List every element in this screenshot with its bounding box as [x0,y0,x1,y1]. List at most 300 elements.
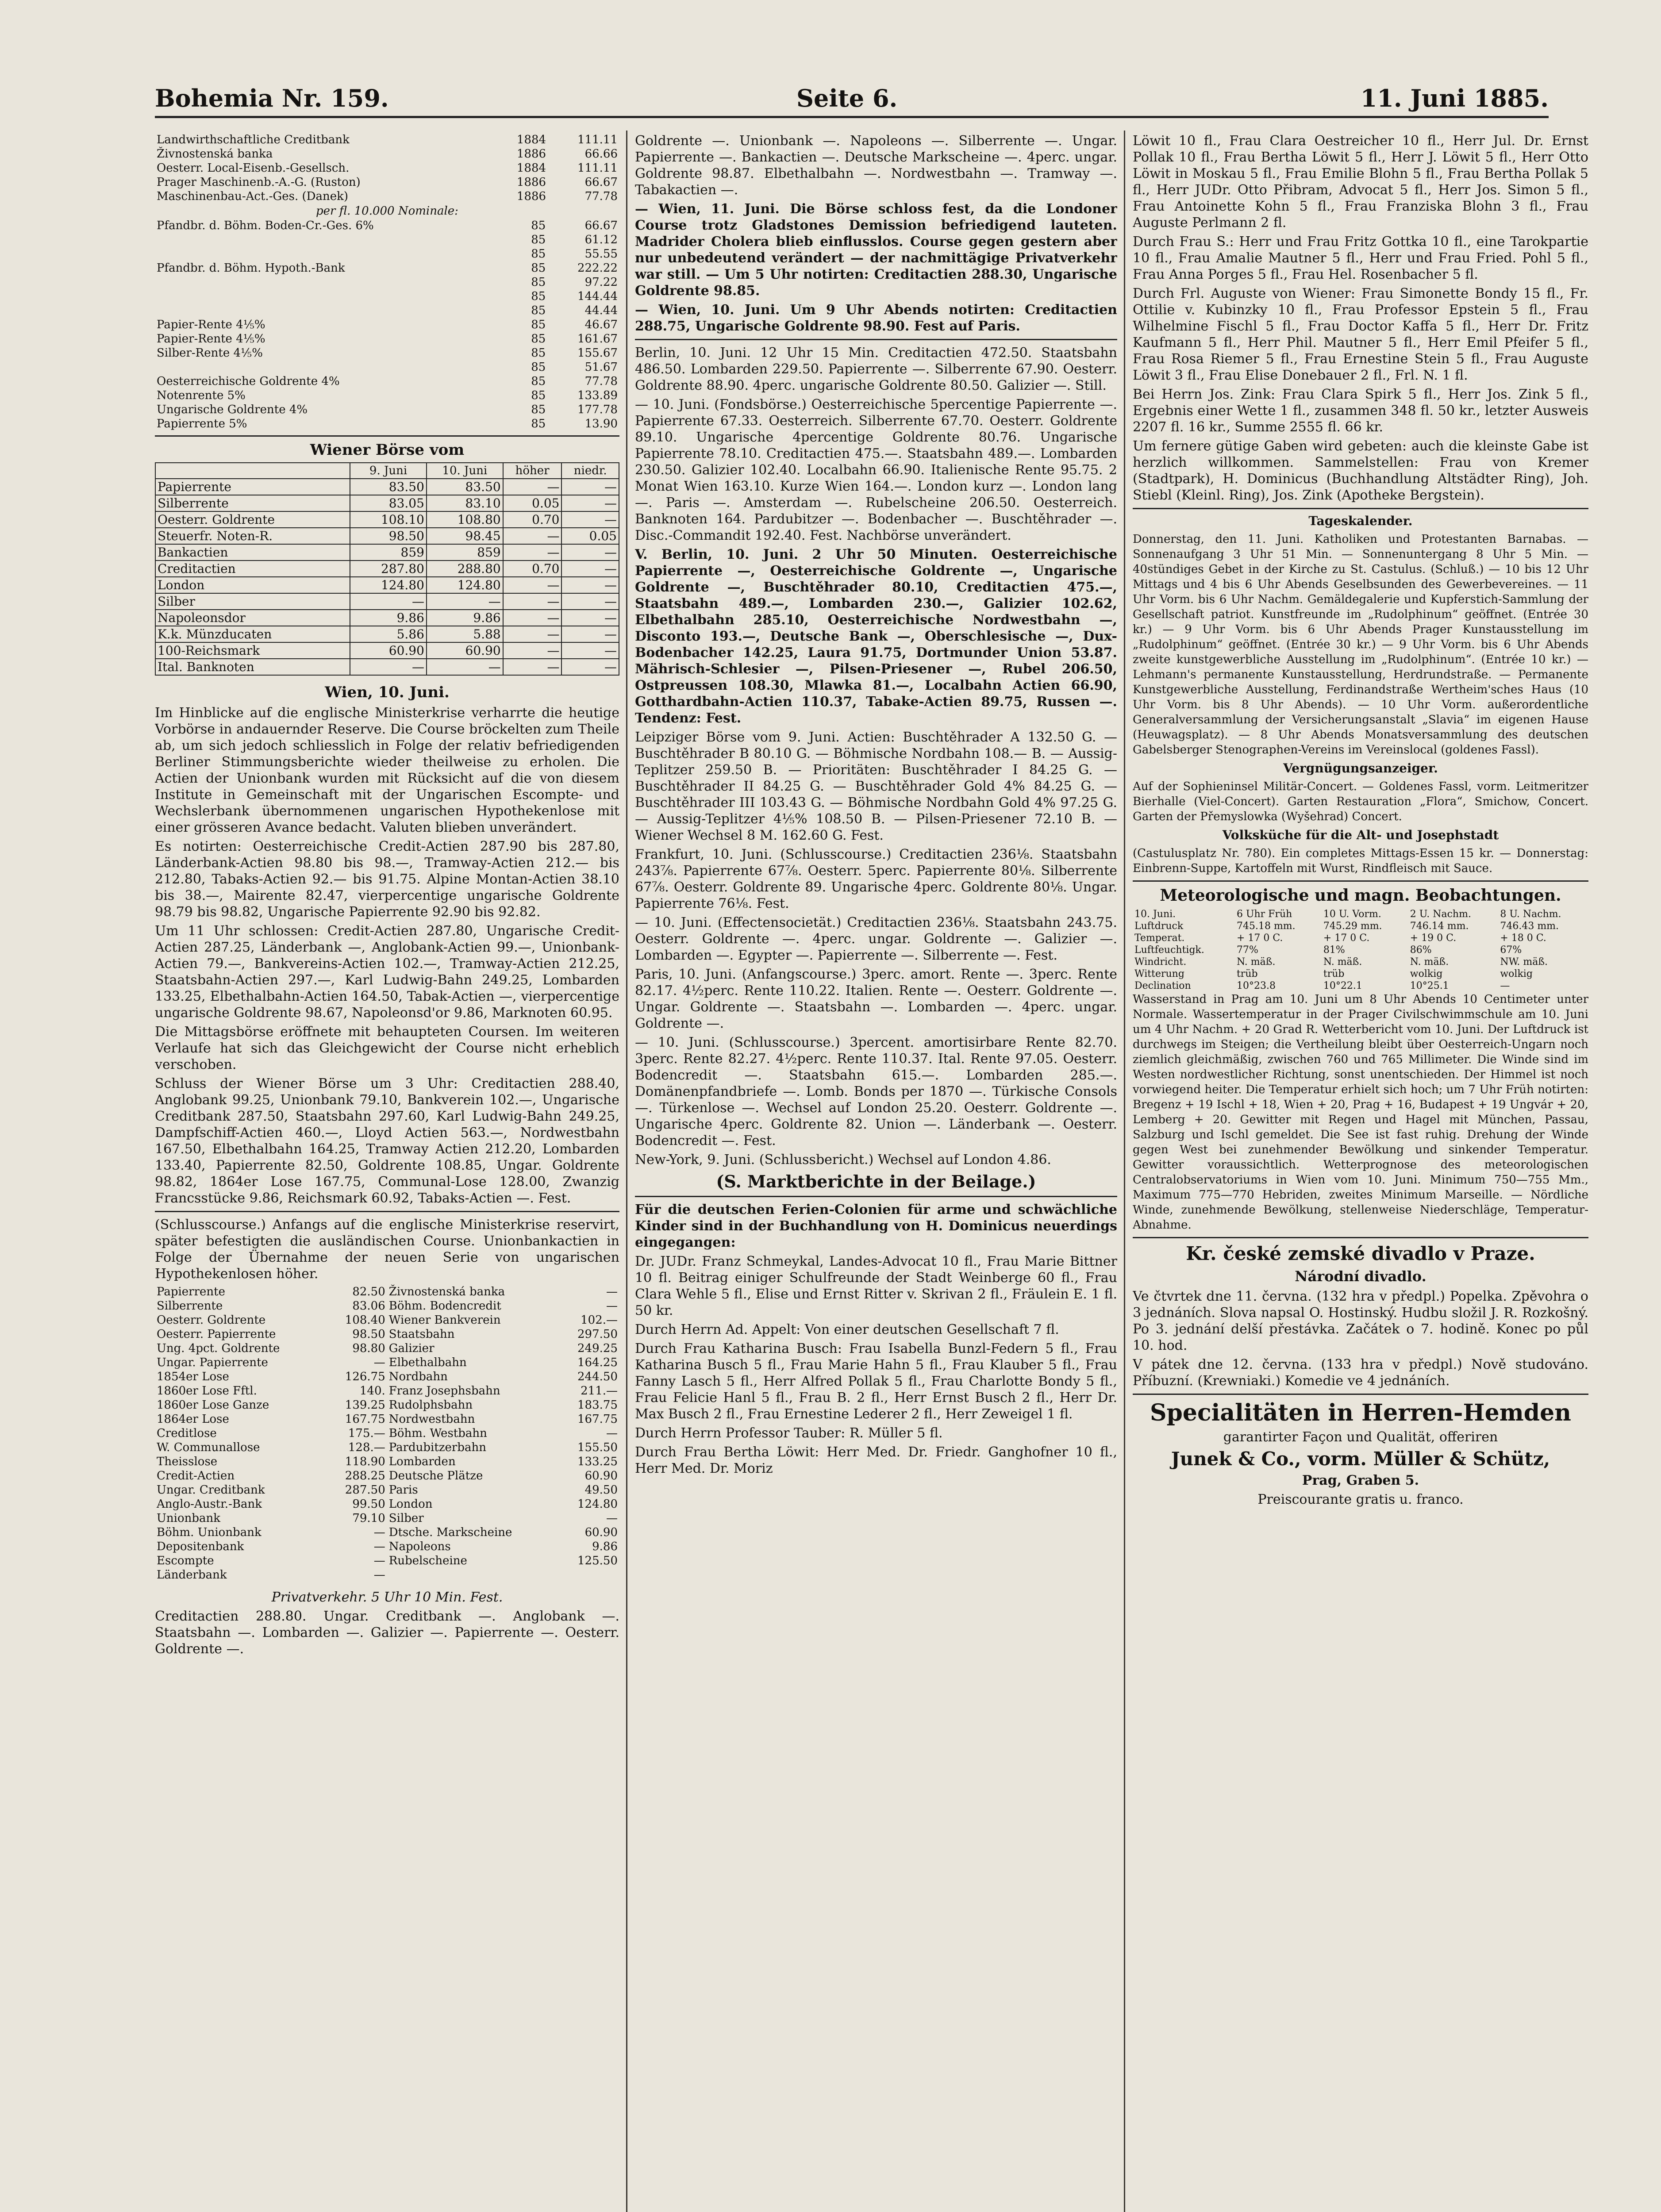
ferien-donations: Dr. JUDr. Franz Schmeykal, Landes-Advocat 10 fl., Frau Marie Bittner 10 fl. Beitrag einiger Schulfreunde der Stadt Weinberge 60 fl., Frau Clara Wehle 5 fl., Elise und Ernst Ritter v. Skrivan 2 fl., Fräulein E. 1 fl. 50 kr. [635,1254,1117,1318]
pfandbrief-row [155,388,619,403]
vienna-row [155,610,619,626]
pfandbrief-row-cell: 85 [531,276,546,289]
pfandbrief-row [155,233,619,247]
closing-row-cell: 287.50 [345,1483,385,1497]
column-2 [635,133,1117,2212]
donation-list-1: Löwit 10 fl., Frau Clara Oestreicher 10 fl., Herr Jul. Dr. Ernst Pollak 10 fl., Frau Bertha Löwit 5 fl., Herr J. Löwit 5 fl., Herr Otto Löwit in Moskau 5 fl., Frau Emilie Blohn 5 fl., Frau Bertha Pollak 5 fl., Herr JUDr. Otto Přibram, Advocat 5 fl., Herr Jos. Simon 5 fl., Frau Antoinette Kohn 5 fl., Frau Franziska Blohn 3 fl., Frau Auguste Perlmann 2 fl. [1133,133,1588,230]
closing-report: (Schlusscourse.) Anfangs auf die englische Ministerkrise reservirt, später befestigten die ausländischen Course. Unionbankactien in Folge der Übernahme der neuen Serie von ungarischen Hypothekenlosen höher. [155,1217,619,1282]
meteo-row-cell: 10°25.1 [1410,980,1449,991]
vienna-row-cell: — [503,610,562,626]
closing-row-cell: Rubelscheine [388,1554,467,1567]
pfandbrief-row-cell: 177.78 [577,403,618,416]
vienna-row-cell: — [561,593,619,610]
closing-row-cell: — [373,1568,385,1582]
meteo-row-cell: 10 U. Vorm. [1323,909,1381,920]
vienna-row-cell: 124.80 [427,577,503,593]
vienna-row-cell: — [503,626,562,642]
meteo-row-cell: 746.43 mm. [1500,921,1559,932]
wien-report-5: Schluss der Wiener Börse um 3 Uhr: Creditactien 288.40, Anglobank 99.25, Unionbank 79.10, Bankverein 102.—, Ungarische Creditbank 287.50, Staatsbahn 297.60, Karl Ludwig-Bahn 249.25, Dampfschiff-Actien 460.—, Lloyd Actien 563.—, Nordwestbahn 167.50, Elbethalbahn 164.25, Tramway Actien 212.20, Lombarden 133.40, Papierrente 82.50, Goldrente 108.85, Ungar. Goldrente 98.82, 1864er Lose 167.75, Communal-Lose 128.00, Zwanzig Francsstücke 9.86, Reichsmark 60.92, Tabaks-Actien —. Fest. [155,1076,619,1206]
closing-row-cell: 1854er Lose [157,1370,229,1383]
divider [1133,880,1588,882]
closing-row-cell: 124.80 [577,1498,618,1511]
vienna-row-cell: 0.70 [503,511,562,528]
closing-row-cell: — [606,1285,618,1298]
bond-row-cell: Landwirthschaftliche Creditbank [157,133,350,146]
pfandbrief-row-cell: 85 [531,361,546,374]
closing-row-cell: 102.— [581,1313,618,1327]
pfandbrief-row-cell: 133.89 [577,389,618,402]
vienna-row-cell: 859 [427,544,503,561]
pfandbrief-row-cell: 85 [531,375,546,388]
closing-row-cell: — [606,1512,618,1525]
closing-row-cell: — [373,1554,385,1567]
closing-row-cell: Deutsche Plätze [388,1469,483,1482]
meteo-row [1133,944,1588,956]
meteo-row-cell: + 17 0 C. [1236,933,1283,944]
meteo-table [1133,908,1588,992]
vienna-row-cell: 288.80 [427,561,503,577]
closing-row-cell: Böhm. Westbahn [388,1427,487,1440]
column-1 [155,133,619,2212]
vienna-row-cell: — [561,659,619,675]
vienna-row-cell: 83.50 [350,479,427,495]
theatre-program-1: Ve čtvrtek dne 11. června. (132 hra v předpl.) Popelka. Zpěvohra o 3 jednáních. Slova napsal O. Hostinský. Hudbu složil J. R. Rozkošný. Po 3. jednání delší přestávka. Začátek o 7. hodině. Konec po půl 10. hod. [1133,1289,1588,1353]
vienna-row [155,511,619,528]
vienna-row-cell: 60.90 [350,642,427,659]
vienna-row [155,479,619,495]
pfandbrief-row-cell: 77.78 [584,375,618,388]
vienna-row-cell: Steuerfr. Noten-R. [155,528,350,544]
donation-list-2: Durch Frau S.: Herr und Frau Fritz Gottka 10 fl., eine Tarokpartie 10 fl., Frau Amalie Mautner 5 fl., Herr und Frau Fried. Pohl 5 fl., Frau Anna Porges 5 fl., Frau Hel. Rosenbacher 5 fl. [1133,234,1588,282]
meteo-row-cell: + 19 0 C. [1410,933,1457,944]
closing-row-cell: — [373,1540,385,1553]
pfandbrief-row-cell: Pfandbr. d. Böhm. Boden-Cr.-Ges. 6% [157,219,374,232]
meteo-row [1133,908,1588,920]
vienna-row [155,593,619,610]
wien-report-1: Im Hinblicke auf die englische Ministerkrise verharrte die heutige Vorbörse in andauernder Reserve. Die Course bröckelten zum Theile ab, um sich jedoch schliesslich in Folge der relativ befriedigenden Berliner Stimmungsberichte wieder theilweise zu erholen. Die Actien der Unionbank wurden mit Rücksicht auf die von diesem Institute in Gemeinschaft mit der Ungarischen Escompte- und Wechslerbank übernommenen ungarischen Hypothekenlose mit einer grösseren Avance bedacht. Valuten blieben unverändert. [155,705,619,835]
pfandbrief-row-cell: 85 [531,233,546,246]
closing-row-cell: 99.50 [352,1498,385,1511]
divider [155,435,619,437]
meteo-row-cell: 2 U. Nachm. [1410,909,1471,920]
pfandbrief-row [155,332,619,346]
entertainment-title: Vergnügungsanzeiger. [1283,761,1438,776]
closing-row-cell: 155.50 [577,1441,618,1454]
vienna-row-cell: 108.10 [350,511,427,528]
closing-row-cell: 1860er Lose Fftl. [157,1384,257,1398]
closing-row-cell: 133.25 [577,1455,618,1468]
pfandbrief-row-cell [155,360,518,374]
donation-list-3: Durch Frl. Auguste von Wiener: Frau Simonette Bondy 15 fl., Fr. Ottilie v. Kubinzky 10 fl., Frau Professor Epstein 5 fl., Frau Wilhelmine Fischl 5 fl., Frau Doctor Kaffa 5 fl., Herr Dr. Fritz Kaufmann 5 fl., Herr Phil. Mautner 5 fl., Herr Emil Pfeifer 5 fl., Frau Rosa Riemer 5 fl., Frau Ernestine Stein 5 fl., Frau Auguste Löwit 3 fl., Frau Elise Donebauer 2 fl., Frl. N. 1 fl. [1133,286,1588,383]
page-header [155,75,1549,115]
closing-row-cell: 1864er Lose [157,1413,229,1426]
meteo-row-cell: 10°22.1 [1323,980,1362,991]
busch-donations: Durch Frau Katharina Busch: Frau Isabella Bunzl-Federn 5 fl., Frau Katharina Busch 5 fl., Frau Marie Hahn 5 fl., Frau Klauber 5 fl., Frau Fanny Lasch 5 fl., Herr Alfred Pollak 5 fl., Frau Charlotte Bondy 5 fl., Frau Felicie Hanl 5 fl., Frau B. 2 fl., Herr Ernst Busch 2 fl., Herr Dr. Max Busch 2 fl., Frau Ernestine Lederer 2 fl., Herr Zeweigel 1 fl. [635,1341,1117,1422]
vienna-row-cell: Oesterr. Goldrente [155,511,350,528]
vienna-row-cell: London [155,577,350,593]
vienna-row [155,561,619,577]
vienna-row-cell: Silberrente [155,495,350,511]
closing-row-cell: Böhm. Bodencredit [388,1299,501,1313]
divider [155,1211,619,1212]
closing-row [155,1455,619,1469]
frankfurt-report-2: Frankfurt, 10. Juni. (Schlusscourse.) Creditactien 236⅛. Staatsbahn 243⅞. Papierrente 67⅞. Oesterr. 5perc. Papierrente 80⅛. Silberrente 67⅞. Oesterr. Goldrente 89. Ungarische 4perc. Goldrente 80⅛. Ungar. Papierrente 76⅛. Fest. [635,847,1117,911]
closing-row-cell: Oesterr. Papierrente [157,1328,276,1341]
meteo-row-cell: Declination [1134,980,1191,991]
bond-row-cell: Prager Maschinenb.-A.-G. (Ruston) [157,176,361,189]
vienna-header-cell [155,463,350,479]
vienna-header-cell: höher [503,463,562,479]
meteo-row-cell: 10°23.8 [1236,980,1276,991]
pfandbrief-row-cell [155,275,518,289]
closing-row-cell: 249.25 [577,1342,618,1355]
entertainment-text: Auf der Sophieninsel Militär-Concert. — Goldenes Fassl, vorm. Leitmeritzer Bierhalle (Viel-Concert). Garten Restauration „Flora“, Smichow, Concert. Garten der Přemyslowka (Wyšehrad) Concert. [1133,780,1588,823]
closing-row [155,1384,619,1398]
vienna-row [155,528,619,544]
pfandbrief-row-cell: 85 [531,346,546,360]
nominale-note: per fl. 10.000 Nominale: [316,204,458,218]
vienna-exchange-table [155,462,619,676]
bond-row-cell: Oesterr. Local-Eisenb.-Gesellsch. [157,161,350,175]
bond-row [155,175,619,189]
closing-row-cell: 125.50 [577,1554,618,1567]
vienna-row-cell: — [561,479,619,495]
vienna-row-cell: — [503,544,562,561]
pfandbrief-row-cell: 85 [531,261,546,275]
berlin-report-1: Berlin, 10. Juni. 12 Uhr 15 Min. Creditactien 472.50. Staatsbahn 486.50. Lombarden 229.50. Papierrente —. Silberrente 67.90. Oesterr. Goldrente 88.90. 4perc. ungarische Goldrente 80.50. Galizier —. Still. [635,345,1117,393]
divider [1133,508,1588,509]
divider [635,339,1117,340]
closing-row-cell: London [388,1498,433,1511]
meteo-row-cell: Windricht. [1134,956,1187,968]
bond-table [155,133,619,204]
closing-row-cell: Paris [388,1483,418,1497]
pfandbrief-row-cell [155,233,518,247]
kitchen-text: (Castulusplatz Nr. 780). Ein completes Mittags-Essen 15 kr. — Donnerstag: Einbrenn-Suppe, Kartoffeln mit Wurst, Rindfleisch mit Sauce. [1133,847,1588,875]
vienna-row-cell: 5.88 [427,626,503,642]
pfandbrief-row-cell: 85 [531,403,546,416]
meteo-row-cell: N. mäß. [1236,956,1276,968]
closing-row-cell: 60.90 [584,1469,618,1482]
vienna-row [155,659,619,675]
closing-row-cell: — [606,1299,618,1313]
meteo-row-cell: wolkig [1500,968,1533,979]
closing-row-cell: 288.25 [345,1469,385,1482]
closing-row-cell: — [606,1427,618,1440]
closing-row [155,1299,619,1313]
closing-row [155,1568,619,1582]
closing-row-cell: W. Communallose [157,1441,260,1454]
meteo-row-cell: N. mäß. [1323,956,1362,968]
pfandbrief-row-cell: 161.67 [577,332,618,346]
meteo-row-cell: — [1500,980,1510,991]
vienna-row-cell: 124.80 [350,577,427,593]
vienna-row-cell: 83.05 [350,495,427,511]
closing-row [155,1341,619,1356]
pfandbrief-row [155,417,619,431]
newyork-report: New-York, 9. Juni. (Schlussbericht.) Wechsel auf London 4.86. [635,1152,1051,1167]
market-reports-note: (S. Marktberichte in der Beilage.) [716,1171,1036,1191]
closing-row-cell: Unionbank [157,1512,221,1525]
pfandbrief-row [155,318,619,332]
vienna-row-cell: 98.50 [350,528,427,544]
closing-row [155,1540,619,1554]
pfandbrief-row-cell: 85 [531,219,546,232]
market-intro: Goldrente —. Unionbank —. Napoleons —. Silberrente —. Ungar. Papierrente —. Bankactien —. Deutsche Markscheine —. 4perc. ungar. Goldrente 98.87. Elbethalbahn —. Nordwestbahn —. Tramway —. Tabakactien —. [635,133,1117,198]
closing-row-cell: Ungar. Creditbank [157,1483,265,1497]
closing-row [155,1285,619,1299]
vienna-row-cell: 859 [350,544,427,561]
bond-row-cell: 111.11 [577,161,618,175]
vienna-row-cell: 0.05 [561,528,619,544]
vienna-row-cell: — [427,593,503,610]
closing-row-cell: Böhm. Unionbank [157,1526,261,1539]
pfandbrief-row-cell: Pfandbr. d. Böhm. Hypoth.-Bank [157,261,345,275]
vienna-exchange-title: Wiener Börse vom [310,441,465,459]
pfandbrief-row-cell: 44.44 [584,304,618,317]
meteo-row-cell: trüb [1236,968,1258,979]
pfandbrief-row-cell: 97.22 [584,276,618,289]
closing-row-cell: Credit-Actien [157,1469,235,1482]
pfandbrief-row [155,403,619,417]
closing-row-cell: 244.50 [577,1370,618,1383]
paris-report-2: — 10. Juni. (Schlusscourse.) 3percent. amortisirbare Rente 82.70. 3perc. Rente 82.27. 4½perc. Rente 110.37. Ital. Rente 97.05. Oesterr. Bodencredit —. Staatsbahn 615.—. Lombarden 285.—. Domänenpfandbriefe —. Lomb. Bonds per 1870 —. Türkische Consols —. Türkenlose —. Wechsel auf London 25.20. Oesterr. Goldrente —. Ungarische 4perc. Goldrente 82. Union —. Länderbank —. Oesterr. Bodencredit —. Fest. [635,1035,1117,1148]
pfandbrief-row-cell: Papier-Rente 4⅕% [157,332,265,346]
bond-row [155,133,619,147]
closing-row [155,1554,619,1568]
pfandbrief-row-cell: Oesterreichische Goldrente 4% [157,375,340,388]
vienna-row-cell: — [561,511,619,528]
pfandbrief-row-cell: 85 [531,290,546,303]
column-divider [626,131,627,2212]
pfandbrief-row-cell: Papier-Rente 4⅕% [157,318,265,331]
meteo-row-cell: 77% [1236,945,1258,956]
meteo-row-cell: 6 Uhr Früh [1236,909,1292,920]
bond-row-cell: 1886 [516,147,546,161]
bond-row-cell: Živnostenská banka [157,147,273,161]
pfandbrief-row [155,346,619,360]
vienna-row [155,544,619,561]
divider [1133,1394,1588,1395]
frankfurt-report-3: — 10. Juni. (Effectensocietät.) Creditactien 236⅛. Staatsbahn 243.75. Oesterr. Goldrente —. 4perc. ungar. Goldrente —. Galizier —. Lombarden —. Egypter —. Papierrente —. Silberrente —. Fest. [635,915,1117,963]
ferien-colonies-title: Für die deutschen Ferien-Colonien für arme und schwächliche Kinder sind in der Buchhandlung von H. Dominicus neuerdings eingegangen: [635,1202,1117,1250]
closing-row-cell: 1860er Lose Ganze [157,1398,269,1412]
closing-row-cell: 9.86 [592,1540,618,1553]
vienna-row-cell: — [561,544,619,561]
wien-10-report: — Wien, 10. Juni. Um 9 Uhr Abends notirten: Creditactien 288.75, Ungarische Goldrente 98.90. Fest auf Paris. [635,302,1117,334]
vienna-row-cell: — [561,495,619,511]
closing-row [155,1525,619,1540]
closing-row-cell: 118.90 [345,1455,385,1468]
pfandbrief-row-cell: 85 [531,318,546,331]
closing-row-cell: Nordbahn [388,1370,448,1383]
vienna-row-cell: — [561,561,619,577]
bond-row-cell: 111.11 [577,133,618,146]
pfandbrief-row-cell: 85 [531,332,546,346]
closing-row [155,1370,619,1384]
vienna-row-cell: Napoleonsdor [155,610,350,626]
vienna-row-cell: Creditactien [155,561,350,577]
theatre-program-2: V pátek dne 12. června. (133 hra v předpl.) Nově studováno. Příbuzní. (Krewniaki.) Komedie ve 4 jednáních. [1133,1357,1588,1389]
closing-row-cell: 60.90 [584,1526,618,1539]
meteo-row-cell: 67% [1500,945,1522,956]
closing-row-cell: 98.80 [352,1342,385,1355]
vienna-row-cell: 100-Reichsmark [155,642,350,659]
pfandbrief-row [155,275,619,289]
closing-row [155,1398,619,1412]
bond-row-cell: 66.66 [584,147,618,161]
closing-row-cell: Galizier [388,1342,434,1355]
closing-row-cell: 49.50 [584,1483,618,1497]
closing-row-cell: Theisslose [157,1455,218,1468]
theatre-subtitle: Národní divadlo. [1295,1268,1426,1285]
vienna-row-cell: — [427,659,503,675]
meteo-row-cell: N. mäß. [1410,956,1449,968]
bond-row-cell: 1886 [516,190,546,203]
vienna-row-cell: Silber [155,593,350,610]
pfandbrief-row [155,374,619,388]
closing-row-cell: Ung. 4pct. Goldrente [157,1342,280,1355]
meteo-row-cell: + 18 0 C. [1500,933,1546,944]
closing-row-cell: Silberrente [157,1299,223,1313]
closing-row-cell: Lombarden [388,1455,456,1468]
vienna-row-cell: 0.05 [503,495,562,511]
meteo-row-cell: Luftdruck [1134,921,1184,932]
closing-row-cell: 139.25 [345,1398,385,1412]
kitchen-title: Volksküche für die Alt- und Josephstadt [1222,828,1499,842]
pfandbrief-row-cell: 222.22 [577,261,618,275]
vienna-row-cell: — [561,626,619,642]
vienna-row-cell: Papierrente [155,479,350,495]
closing-row-cell: 126.75 [345,1370,385,1383]
meteo-row-cell: Temperat. [1134,933,1185,944]
closing-row-cell: Staatsbahn [388,1328,455,1341]
vienna-row-cell: — [561,577,619,593]
wien-dateline: Wien, 10. Juni. [325,684,450,701]
column-divider [1124,131,1125,2212]
vienna-row-cell: 0.70 [503,561,562,577]
vienna-row-cell: — [561,610,619,626]
berlin-report-2: V. Berlin, 10. Juni. 2 Uhr 50 Minuten. Oesterreichische Papierrente —, Oesterreichische Goldrente —, Ungarische Goldrente —, Buschtěhrader 80.10, Creditactien 475.—, Staatsbahn 489.—, Lombarden 230.—, Galizier 102.62, Elbethalbahn 285.10, Oesterreichische Nordwestbahn —, Disconto 193.—, Deutsche Bank —, Oberschlesische —, Dux-Bodenbacher 142.25, Laura 91.75, Dortmunder Union 53.87. Mährisch-Schlesier —, Pilsen-Priesener —, Rubel 206.50, Ostpreussen 108.30, Mlawka 81.—, Localbahn Actien 66.90, Gotthardbahn-Actien 110.37, Tabake-Actien 89.75, Russen —. Tendenz: Fest. [635,547,1117,726]
pfandbrief-row-cell: 85 [531,389,546,402]
vienna-row-cell: K.k. Münzducaten [155,626,350,642]
vienna-row-cell: 83.50 [427,479,503,495]
meteo-row [1133,932,1588,944]
calendar-text: Donnerstag, den 11. Juni. Katholiken und Protestanten Barnabas. — Sonnenaufgang 3 Uhr 51 Min. — Sonnenuntergang 8 Uhr 5 Min. — 40stündiges Gebet in der Kirche zu St. Castulus. (Schluß.) — 10 bis 12 Uhr Mittags und 4 bis 6 Uhr Abends Geselbsunden des Gewerbevereines. — 11 Uhr Vorm. bis 6 Uhr Nachm. Gemäldegalerie und Kupferstich-Sammlung der Gesellschaft patriot. Kunstfreunde im „Rudolphinum“ geöffnet. (Entrée 30 kr.) — 9 Uhr Vorm. bis 6 Uhr Abends Prager Kunstausstellung im „Rudolphinum“ geöffnet. (Entrée 30 kr.) — 9 Uhr Vorm. bis 6 Uhr Abends zweite kunstgewerbliche Ausstellung im „Rudolphinum“. (Entrée 10 kr.) — Lehmann's permanente Kunstausstellung, Herdrundstraße. — Permanente Kunstgewerbliche Ausstellung, Ferdinandstraße Wertheim'sches Haus (10 Uhr Vorm. bis 8 Uhr Abends). — 10 Uhr Vorm. außerordentliche Generalversammlung der Versicherungsanstalt „Slavia“ im eigenen Hause (Heuwagsplatz). — 8 Uhr Abends Monatsversammlung des deutschen Gabelsberger Stenographen-Vereins im Vereinslocal (goldenes Fassl). [1133,533,1588,757]
meteo-row-cell: 8 U. Nachm. [1500,909,1561,920]
closing-row-cell: Elbethalbahn [388,1356,467,1369]
meteo-row [1133,968,1588,980]
wien-report-3: Um 11 Uhr schlossen: Credit-Actien 287.80, Ungarische Credit-Actien 287.25, Länderbank —, Anglobank-Actien 99.—, Unionbank-Actien 79.—, Bankvereins-Actien 102.—, Tramway-Actien 212.25, Staatsbahn-Actien 297.—, Karl Ludwig-Bahn 249.25, Lombarden 133.25, Elbethalbahn-Actien 164.50, Tabak-Actien —, vierpercentige ungarische Goldrente 98.67, Napoleonsd'or 9.86, Marknoten 60.95. [155,923,619,1021]
bond-row [155,161,619,175]
pfandbrief-row-cell: 51.67 [584,361,618,374]
closing-row-cell: Rudolphsbahn [388,1398,473,1412]
vienna-row-cell: 98.45 [427,528,503,544]
paris-report-1: Paris, 10. Juni. (Anfangscourse.) 3perc. amort. Rente —. 3perc. Rente 82.17. 4½perc. Rente 110.22. Italien. Rente —. Oesterr. Goldrente —. Ungar. Goldrente —. Staatsbahn —. Lombarden —. 4perc. ungar. Goldrente —. [635,967,1117,1031]
closing-row [155,1469,619,1483]
closing-row-cell: 79.10 [352,1512,385,1525]
pfandbrief-row-cell: 55.55 [584,247,618,261]
vienna-row [155,642,619,659]
closing-row [155,1511,619,1525]
meteo-row-cell: 745.29 mm. [1323,921,1382,932]
private-trade-text: Creditactien 288.80. Ungar. Creditbank —. Anglobank —. Staatsbahn —. Lombarden —. Galizier —. Papierrente —. Oesterr. Goldrente —. [155,1609,619,1657]
pfandbrief-row-cell: 13.90 [584,417,618,430]
closing-row-cell: 175.— [348,1427,385,1440]
vienna-row-cell: 9.86 [350,610,427,626]
closing-row-cell: 167.75 [345,1413,385,1426]
issue-date: 11. Juni 1885. [1360,84,1549,112]
pfandbrief-row-cell: Ungarische Goldrente 4% [157,403,308,416]
leipzig-report: Leipziger Börse vom 9. Juni. Actien: Buschtěhrader A 132.50 G. — Buschtěhrader B 80.10 G. — Böhmische Nordbahn 108.— B. — Aussig-Teplitzer 259.50 B. — Prioritäten: Buschtěhrader I 84.25 G. — Buschtěhrader II 84.25 G. — Buschtěhrader Gold 4% 84.25 G. — Buschtěhrader III 103.43 G. — Böhmische Nordbahn Gold 4% 97.25 G. — Aussig-Teplitzer 4⅕% 108.50 B. — Pilsen-Priesener 72.10 B. — Wiener Wechsel 8 M. 162.60 G. Fest. [635,730,1117,843]
vienna-row [155,495,619,511]
frankfurt-report-1: — 10. Juni. (Fondsbörse.) Oesterreichische 5percentige Papierrente —. Papierrente 67.33. Oesterreich. Silberrente 67.70. Oesterr. Goldrente 89.10. Ungarische 4percentige Goldrente 80.76. Ungarische Papierrente 78.10. Creditactien 475.—. Staatsbahn 489.—. Lombarden 230.50. Galizier 102.40. Localbahn 66.90. Italienische Rente 95.75. 2 Monat Wien 163.10. Kurze Wien 164.—. London kurz —. London lang —. Paris —. Amsterdam —. Rubelscheine 206.50. Oesterreich. Banknoten 164. Pardubitzer —. Bodenbacher —. Buschtěhrader —. Disc.-Commandit 192.40. Fest. Nachbörse unverändert. [635,397,1117,543]
bond-row-cell: 1884 [516,133,546,146]
ad-subline: garantirter Façon und Qualität, offeriren [1223,1429,1498,1445]
closing-row [155,1356,619,1370]
vienna-row-cell: 108.80 [427,511,503,528]
closing-row-cell: 297.50 [577,1328,618,1341]
closing-row-cell: 140. [359,1384,385,1398]
closing-row-cell: Creditlose [157,1427,217,1440]
closing-row-cell: 128.— [348,1441,385,1454]
closing-row-cell: Franz Josephsbahn [388,1384,500,1398]
meteo-text: Wasserstand in Prag am 10. Juni um 8 Uhr Abends 10 Centimeter unter Normale. Wassertemperatur in der Prager Civilschwimmschule am 10. Juni um 4 Uhr Nachm. + 20 Grad R. Wetterbericht vom 10. Juni. Der Luftdruck ist durchwegs im Steigen; die Vertheilung bleibt über Oesterreich-Ungarn noch ziemlich gleichmäßig, zwischen 760 und 765 Millimeter. Die Winde sind im Westen nordwestlicher Richtung, sonst unentschieden. Der Himmel ist noch vorwiegend heiter. Die Temperatur erhielt sich hoch; um 7 Uhr Früh notirten: Bregenz + 19 Ischl + 18, Wien + 20, Prag + 16, Budapest + 19 Ungvár + 20, Lemberg + 20. Gewitter mit Regen und Hagel mit München, Passau, Salzburg und Ischl gemeldet. Die See ist fast ruhig. Drehung der Winde gegen West bei zunehmender Bewölkung und sinkender Temperatur. Gewitter voraussichtlich. Wetterprognose des meteorologischen Centralobservatoriums in Wien vom 10. Juni. Minimum 750—755 Mm., Maximum 775—770 Hebriden, zweites Minimum Marseille. — Nördliche Winde, zunehmende Bewölkung, stellenweise Niederschläge, Temperatur-Abnahme. [1133,993,1588,1232]
vienna-row-cell: 60.90 [427,642,503,659]
closing-row-cell: Nordwestbahn [388,1413,475,1426]
closing-row-cell: 98.50 [352,1328,385,1341]
closing-row-cell: 82.50 [352,1285,385,1298]
closing-row-cell: Ungar. Papierrente [157,1356,268,1369]
meteo-row-cell: Luftfeuchtigk. [1134,945,1204,956]
tauber-donations: Durch Herrn Professor Tauber: R. Müller 5 fl. [635,1425,943,1441]
meteo-row [1133,956,1588,968]
bond-row [155,189,619,204]
meteo-row-cell: + 17 0 C. [1323,933,1370,944]
meteo-row-cell: trüb [1323,968,1345,979]
vienna-row-cell: 5.86 [350,626,427,642]
closing-row-cell: Länderbank [157,1568,227,1582]
closing-row-cell: Depositenbank [157,1540,244,1553]
closing-row-cell: Živnostenská banka [388,1285,505,1298]
meteo-row [1133,980,1588,992]
closing-row-cell: Napoleons [388,1540,451,1553]
pfandbrief-row-cell: 155.67 [577,346,618,360]
ad-footer: Preiscourante gratis u. franco. [1257,1492,1464,1507]
issue-number: Bohemia Nr. 159. [155,84,389,112]
meteo-row-cell: Witterung [1134,968,1184,979]
closing-row-cell: Wiener Bankverein [388,1313,501,1327]
ad-firm: Junek & Co., vorm. Müller & Schütz, [1171,1448,1550,1470]
calendar-title: Tageskalender. [1308,514,1413,528]
pfandbrief-row [155,303,619,318]
pfandbrief-table [155,219,619,431]
closing-row-cell: 164.25 [577,1356,618,1369]
vienna-row-cell: Bankactien [155,544,350,561]
meteo-row-cell: 746.14 mm. [1410,921,1469,932]
bond-row-cell: 77.78 [584,190,618,203]
bond-row-cell: 66.67 [584,176,618,189]
vienna-row-cell: — [503,659,562,675]
closing-row-cell: Pardubitzerbahn [388,1441,486,1454]
vienna-header-cell: 9. Juni [350,463,427,479]
pfandbrief-row-cell: 66.67 [584,219,618,232]
pfandbrief-row [155,360,619,374]
pfandbrief-row [155,219,619,233]
vienna-row [155,577,619,593]
pfandbrief-row-cell [155,289,518,303]
closing-row-cell: — [373,1356,385,1369]
